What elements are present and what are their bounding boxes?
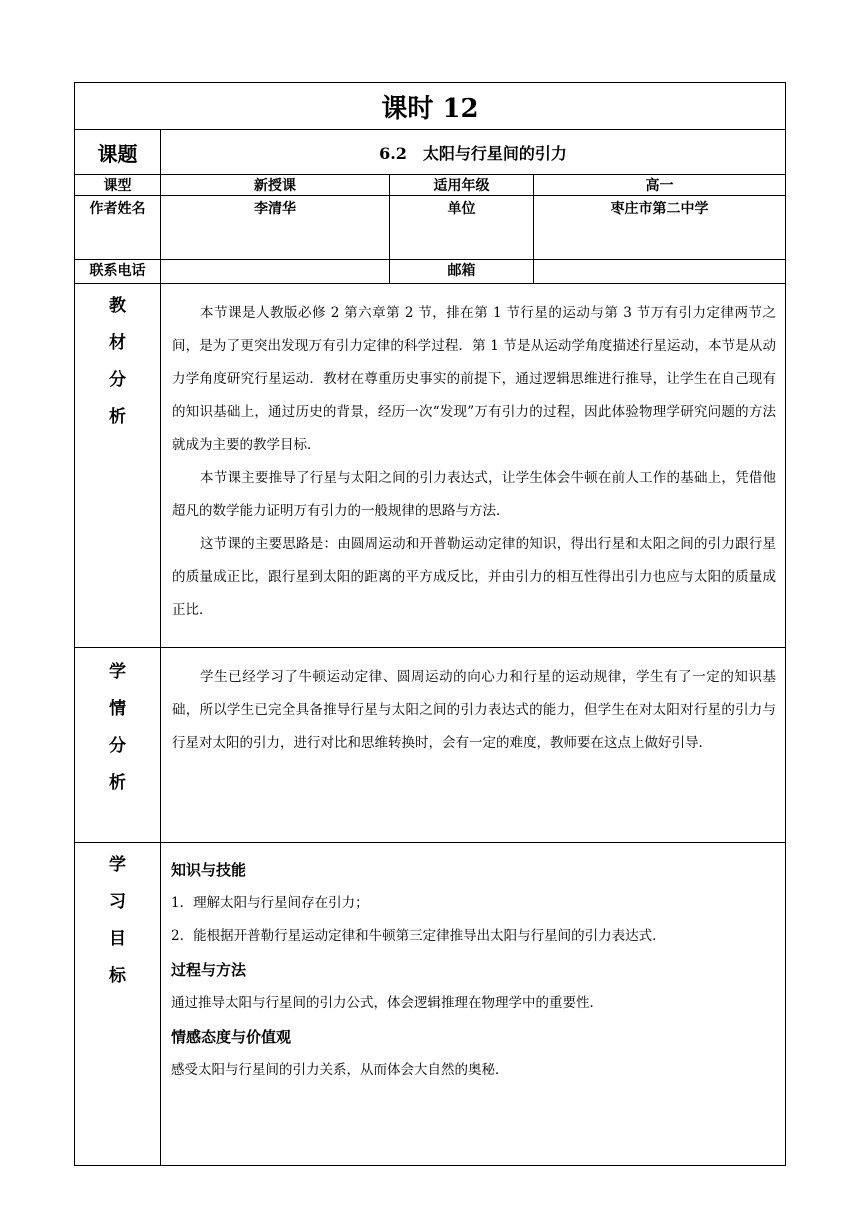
textbook-analysis-content [161,284,786,648]
student-analysis-label [75,648,161,843]
label-char: 学 [109,662,126,682]
student-analysis-content [161,648,786,843]
phone-label-cell [75,260,161,284]
topic-value: 6.2 太阳与行星间的引力 [161,130,786,175]
paragraph: 学生已经学习了牛顿运动定律、圆周运动的向心力和行星的运动规律，学生有了一定的知识基础，所以学生已完全具备推导行星与太阳之间的引力表达式的能力，但学生在对太阳对行星的引力与行星对太阳的引力，进行对比和思维转换时，会有一定的难度，教师要在这点上做好引导． [172,669,777,751]
type-value: 新授课 [161,175,390,196]
label-char: 教 [109,296,126,316]
lesson-plan-table [74,82,786,1166]
emotion-text: 感受太阳与行星间的引力关系，从而体会大自然的奥秘． [171,1062,509,1078]
emotion-heading: 情感态度与价值观 [171,1028,292,1046]
textbook-analysis-label [75,284,161,648]
grade-label: 适用年级 [390,175,534,196]
label-char: 材 [109,333,126,353]
knowledge-item: 2．能根据开普勒行星运动定律和牛顿第三定律推导出太阳与行星间的引力表达式． [171,928,666,944]
author-label-cell [75,196,161,260]
unit-label-cell [390,196,534,260]
knowledge-item: 1．理解太阳与行星间存在引力； [171,895,369,911]
type-label: 课型 [75,175,161,196]
author-label: 作者姓名 [89,201,146,217]
phone-label: 联系电话 [89,263,146,279]
topic-label: 课题 [75,130,161,175]
author-value-cell [161,196,390,260]
process-heading: 过程与方法 [171,961,247,979]
label-char: 目 [109,929,126,949]
unit-value: 枣庄市第二中学 [610,201,709,217]
label-char: 标 [109,966,126,986]
email-label: 邮箱 [447,263,476,279]
phone-value [161,260,390,284]
label-char: 分 [109,370,126,390]
label-char: 情 [109,699,126,719]
learning-goals-content [161,843,786,1166]
unit-value-cell [534,196,786,260]
author-value: 李清华 [254,201,296,217]
paragraph: 这节课的主要思路是：由圆周运动和开普勒运动定律的知识，得出行星和太阳之间的引力跟行星的质量成正比，跟行星到太阳的距离的平方成反比，并由引力的相互性得出引力也应与太阳的质量成正比． [172,536,777,618]
paragraph: 本节课是人教版必修 2 第六章第 2 节，排在第 1 节行星的运动与第 3 节万有引力定律两节之间，是为了更突出发现万有引力定律的科学过程．第 1 节是从运动学角度描述行星运动，本节是从动力学角度研究行星运动．教材在尊重历史事实的前提下，通过逻辑思维进行推导，让学生在自己现有的知识基础上，通过历史的背景，经历一次“发现”万有引力的过程，因此体验物理学研究问题的方法就成为主要的教学目标． [172,305,777,453]
grade-value: 高一 [534,175,786,196]
label-char: 分 [109,736,126,756]
paragraph: 本节课主要推导了行星与太阳之间的引力表达式，让学生体会牛顿在前人工作的基础上，凭借他超凡的数学能力证明万有引力的一般规律的思路与方法． [172,470,777,519]
label-char: 习 [109,892,126,912]
process-text: 通过推导太阳与行星间的引力公式，体会逻辑推理在物理学中的重要性． [171,995,603,1011]
learning-goals-label [75,843,161,1166]
lesson-title: 课时 12 [75,83,786,130]
label-char: 学 [109,855,126,875]
email-value [534,260,786,284]
label-char: 析 [109,773,126,793]
unit-label: 单位 [447,201,476,217]
label-char: 析 [109,407,126,427]
knowledge-heading: 知识与技能 [171,861,247,879]
email-label-cell [390,260,534,284]
